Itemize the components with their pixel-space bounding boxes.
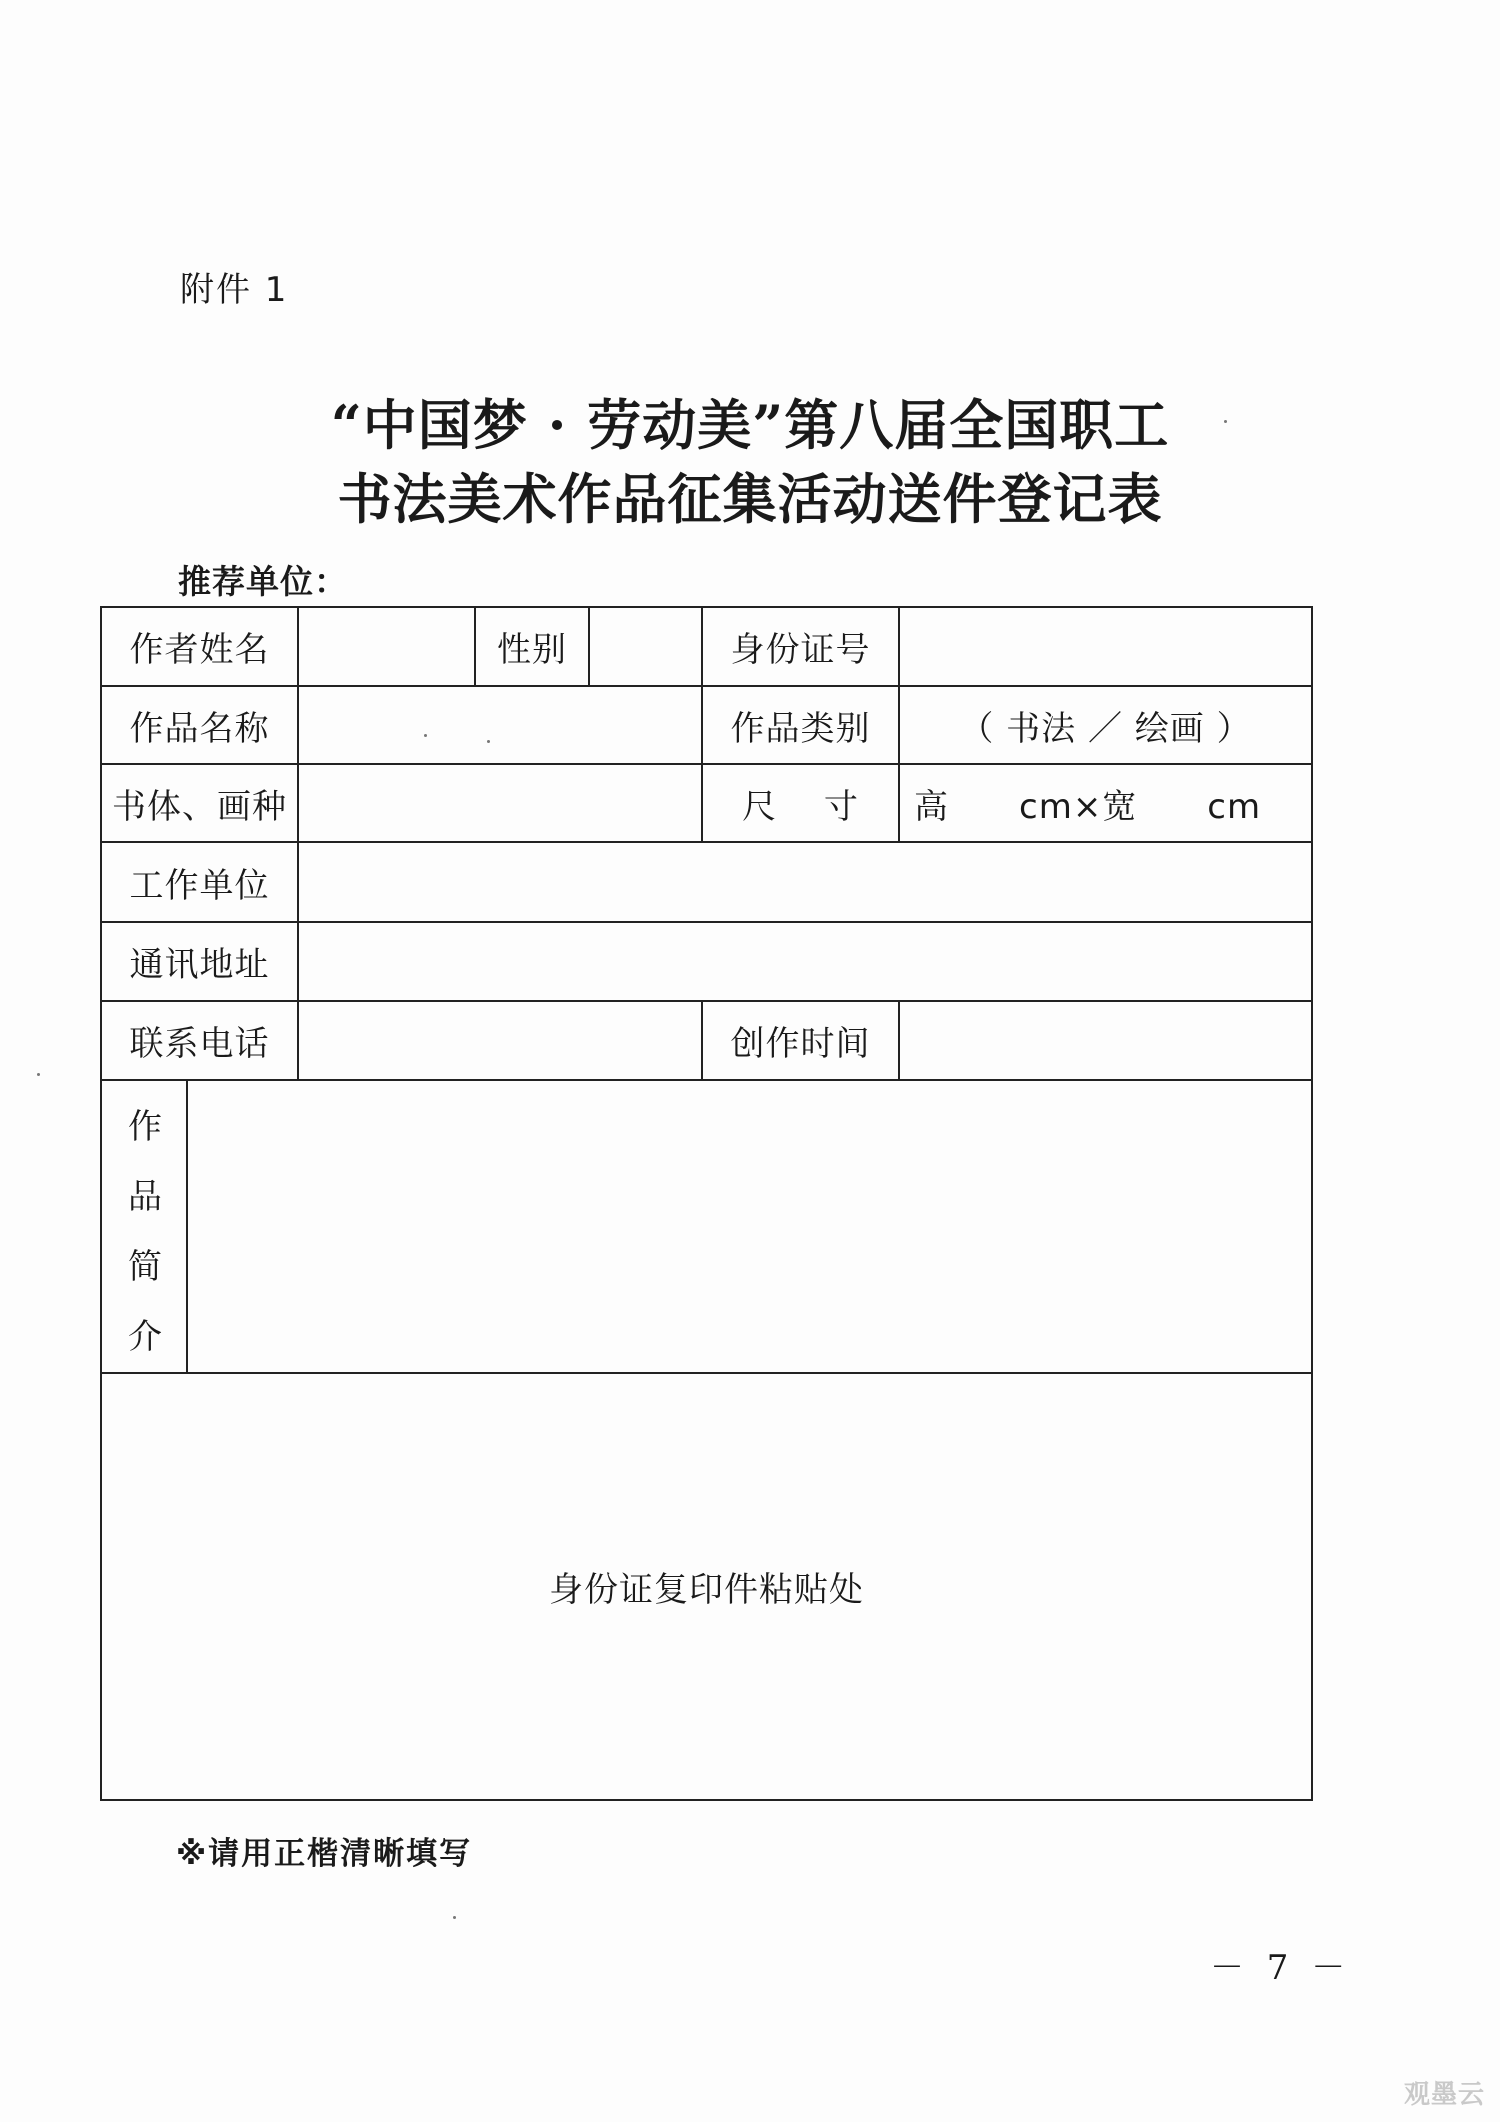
work-intro-field[interactable] [188, 1081, 1311, 1372]
id-copy-paste-label: 身份证复印件粘贴处 [549, 1570, 864, 1610]
work-intro-label-char: 介 [128, 1316, 162, 1357]
scan-speck [37, 1073, 40, 1076]
address-field[interactable] [299, 923, 1311, 1000]
address-label: 通讯地址 [129, 945, 270, 985]
work-intro-label [102, 1081, 188, 1376]
page-number: － 7 － [1210, 1948, 1352, 1988]
employer-field[interactable] [299, 843, 1311, 921]
gender-label: 性别 [497, 630, 567, 670]
style-label: 书体、画种 [112, 786, 287, 827]
id-number-field[interactable] [900, 608, 1311, 685]
work-category-options[interactable]: （ 书法 ／ 绘画 ） [959, 708, 1252, 749]
work-title-field[interactable] [299, 687, 701, 763]
work-intro-label-char: 作 [128, 1107, 162, 1148]
author-name-field[interactable] [299, 608, 474, 685]
attachment-label: 附件 1 [180, 270, 289, 310]
work-intro-label-char: 品 [128, 1177, 162, 1218]
size-label: 尺 寸 [742, 786, 859, 827]
id-number-label: 身份证号 [730, 630, 871, 670]
scan-speck [453, 1916, 456, 1919]
gender-field[interactable] [590, 608, 701, 685]
scan-speck [487, 740, 490, 743]
phone-label: 联系电话 [129, 1024, 270, 1064]
author-name-label: 作者姓名 [129, 630, 270, 670]
fill-instruction-note: ※请用正楷清晰填写 [176, 1836, 473, 1872]
work-intro-label-char: 简 [128, 1246, 162, 1287]
registration-form-table [100, 606, 1313, 1801]
form-title-line-2: 书法美术作品征集活动送件登记表 [337, 467, 1163, 531]
size-field[interactable]: 高 cm×宽 cm [914, 786, 1262, 827]
id-copy-paste-area[interactable] [102, 1374, 1311, 1799]
creation-time-field[interactable] [900, 1002, 1311, 1079]
style-field[interactable] [299, 765, 701, 841]
recommending-unit-label: 推荐单位： [178, 562, 348, 601]
phone-field[interactable] [299, 1002, 701, 1079]
form-title-line-1: “中国梦 · 劳动美”第八届全国职工 [330, 393, 1170, 457]
scan-speck [1224, 420, 1227, 423]
scan-speck [424, 734, 427, 737]
work-category-label: 作品类别 [730, 708, 871, 749]
watermark-logo: 观墨云 [1404, 2080, 1486, 2110]
work-title-label: 作品名称 [129, 708, 270, 749]
employer-label: 工作单位 [129, 865, 270, 906]
creation-time-label: 创作时间 [730, 1024, 871, 1064]
